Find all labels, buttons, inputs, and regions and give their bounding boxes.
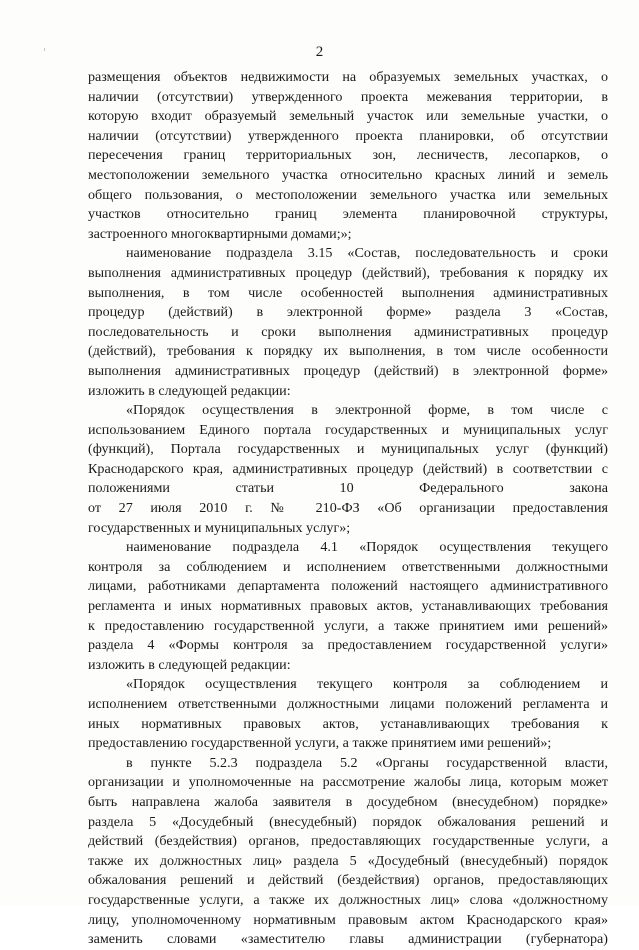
text-line: изложить в следующей редакции:: [88, 656, 291, 673]
text-line: действий (бездействия) органов, предоставляющих государственные услуги, а: [88, 833, 608, 850]
text-line: (функций), Портала государственных и муниципальных услуг (функций): [88, 441, 608, 458]
text-line: заменить словами «заместителю главы администрации (губернатора): [88, 931, 608, 948]
text-line: Краснодарского края, административных процедур (действий) в соответствии с: [88, 460, 608, 477]
text-line: государственные услуги, а также их должностных лиц» слова «должностному: [88, 891, 608, 908]
paragraph-first-line: в пункте 5.2.3 подраздела 5.2 «Органы государственной власти,: [126, 754, 608, 771]
document-body: [88, 68, 608, 950]
text-line: иных нормативных правовых актов, устанавливающих требования к: [88, 715, 608, 732]
text-line: обжалования решений и действий (бездействия) органов, предоставляющих: [88, 872, 608, 889]
page-number: 2: [315, 44, 324, 60]
text-line: (действий), требования к порядку их выполнения, в том числе особенности: [88, 343, 608, 360]
text-line: наличии (отсутствии) утвержденного проекта планировки, об отсутствии: [88, 127, 608, 144]
text-line: использованием Единого портала государственных и муниципальных услуг: [88, 421, 608, 438]
text-line: к предоставлению государственной услуги, а также принятием ими решений»: [88, 617, 608, 634]
text-line: местоположении земельного участка относительно красных линий и земель: [88, 166, 608, 183]
text-line: раздела 5 «Досудебный (внесудебный) порядок обжалования решений и: [88, 813, 608, 830]
text-line: последовательность и сроки выполнения административных процедур: [88, 323, 608, 340]
text-line: лицами, работниками департамента положений настоящего административного: [88, 578, 608, 595]
paragraph-first-line: наименование подраздела 4.1 «Порядок осуществления текущего: [126, 539, 608, 556]
text-line: размещения объектов недвижимости на образуемых земельных участках, о: [88, 69, 608, 85]
text-line: участков относительно границ элемента планировочной структуры,: [88, 206, 608, 223]
text-line: организации и уполномоченные на рассмотрение жалобы лица, которым может: [88, 774, 608, 791]
text-line: выполнения административных процедур (действий), требования к порядку их: [88, 264, 608, 281]
text-line: государственных и муниципальных услуг»;: [88, 519, 351, 536]
text-line: пересечения границ территориальных зон, лесничеств, лесопарков, о: [88, 147, 608, 164]
text-line: лицу, уполномоченному нормативным правовым актом Краснодарского края»: [88, 911, 608, 928]
paragraph-first-line: «Порядок осуществления в электронной форме, в том числе с: [126, 402, 608, 419]
paragraph-first-line: «Порядок осуществления текущего контроля за соблюдением и: [126, 676, 608, 693]
text-line: изложить в следующей редакции:: [88, 382, 291, 399]
text-line: которую входит образуемый земельный участок или земельные участки, о: [88, 108, 608, 125]
text-line: от 27 июля 2010 г. № 210-ФЗ «Об организации предоставления: [88, 500, 608, 517]
text-line: контроля за соблюдением и исполнением ответственными должностными: [88, 558, 608, 575]
paragraph-first-line: наименование подраздела 3.15 «Состав, последовательность и сроки: [126, 245, 608, 262]
text-line: быть направлена жалоба заявителя в досудебном (внесудебном) порядке»: [88, 793, 608, 810]
text-line: застроенного многоквартирными домами;»;: [88, 225, 352, 242]
text-line: выполнения административных процедур (действий) в электронной форме»: [88, 362, 608, 379]
text-line: раздела 4 «Формы контроля за предоставлением государственной услуги»: [88, 637, 608, 654]
text-line: исполнением ответственными должностными лицами положений регламента и: [88, 696, 608, 712]
text-line: положениями статьи 10 Федерального закона: [88, 480, 608, 497]
text-line: наличии (отсутствии) утвержденного проекта межевания территории, в: [88, 88, 608, 105]
text-line: регламента и иных нормативных правовых актов, устанавливающих требования: [88, 598, 608, 615]
text-line: предоставлению государственной услуги, а также принятием ими решений»;: [88, 735, 552, 752]
text-line: выполнения, в том числе особенностей выполнения административных: [88, 284, 608, 301]
text-line: процедур (действий) в электронной форме» раздела 3 «Состав,: [88, 304, 608, 321]
text-line: общего пользования, о местоположении земельного участка или земельных: [88, 186, 608, 203]
text-line: также их должностных лиц» раздела 5 «Досудебный (внесудебный) порядок: [88, 852, 608, 869]
